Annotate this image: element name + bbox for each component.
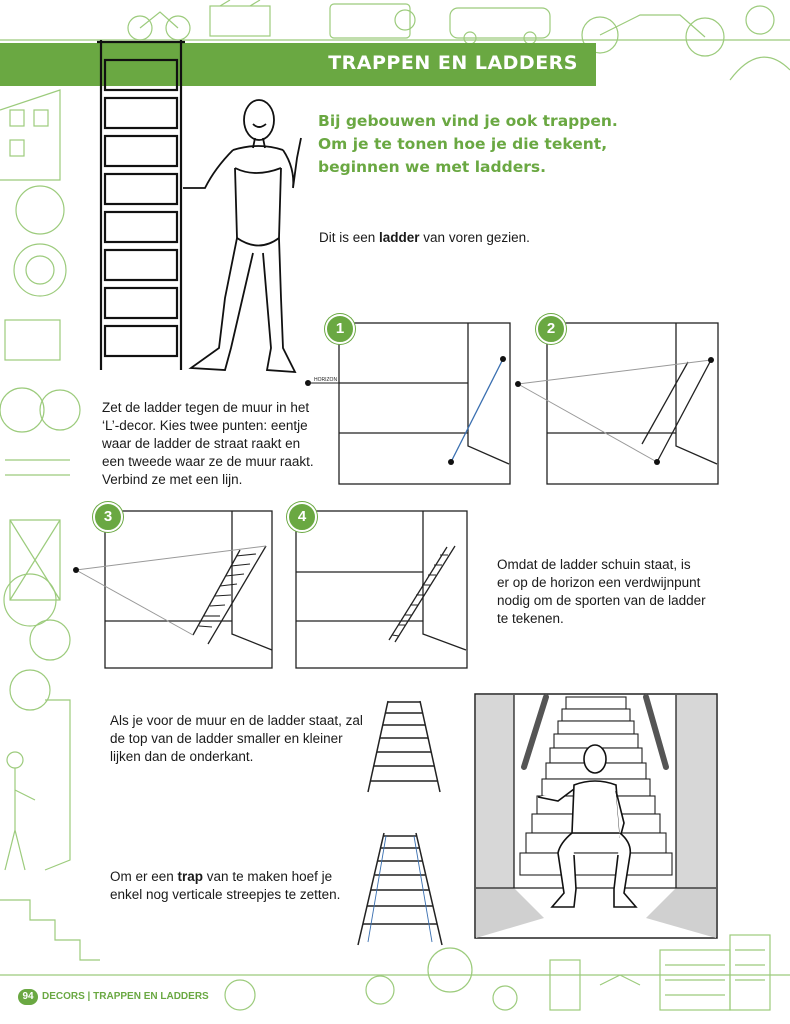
text-line: Omdat de ladder schuin staat, is <box>497 557 691 572</box>
step-4-diagram <box>295 510 470 670</box>
step-2-diagram <box>514 322 720 486</box>
text-line: nodig om de sporten van de ladder <box>497 593 706 608</box>
text-line: ‘L’-decor. Kies twee punten: eentje <box>102 418 308 433</box>
page-number: 94 <box>18 989 38 1005</box>
intro-heading <box>318 110 618 179</box>
caption-text: Dit is een <box>319 230 380 245</box>
step-badge-4: 4 <box>287 502 317 532</box>
text-line: waar de ladder de straat raakt en <box>102 436 301 451</box>
footer-section: DECORS | TRAPPEN EN LADDERS <box>42 991 209 1002</box>
text-line: van te maken hoef je <box>203 869 333 884</box>
front-view-caption <box>319 229 530 247</box>
text-line: Verbind ze met een lijn. <box>102 472 243 487</box>
vanishing-point-text <box>497 556 706 628</box>
intro-line: Om je te tonen hoe je die tekent, <box>318 135 608 153</box>
page-title: TRAPPEN EN LADDERS <box>328 52 578 74</box>
text-line: er op de horizon een verdwijnpunt <box>497 575 701 590</box>
step-badge-2: 2 <box>536 314 566 344</box>
step-3-diagram <box>70 510 275 670</box>
text-line: Zet de ladder tegen de muur in het <box>102 400 310 415</box>
perspective-stairs <box>356 830 444 948</box>
perspective-text <box>110 712 363 766</box>
staircase-scene-illustration <box>474 693 718 939</box>
text-line: te tekenen. <box>497 611 564 626</box>
text-line: de top van de ladder smaller en kleiner <box>110 731 343 746</box>
text-line: lijken dan de onderkant. <box>110 749 254 764</box>
step-instructions <box>102 399 314 489</box>
text-line: een tweede waar ze de muur raakt. <box>102 454 314 469</box>
text-line: Als je voor de muur en de ladder staat, zal <box>110 713 363 728</box>
page-footer <box>18 989 209 1007</box>
step-badge-1: 1 <box>325 314 355 344</box>
step-1-diagram <box>338 322 513 486</box>
perspective-ladder <box>366 696 442 796</box>
intro-line: beginnen we met ladders. <box>318 158 546 176</box>
stairs-text <box>110 868 340 904</box>
caption-bold: ladder <box>379 230 420 245</box>
caption-text: van voren gezien. <box>419 230 530 245</box>
horizon-label: HORIZON <box>314 377 338 383</box>
intro-line: Bij gebouwen vind je ook trappen. <box>318 112 618 130</box>
text-line: Om er een <box>110 869 178 884</box>
text-line: enkel nog verticale streepjes te zetten. <box>110 887 341 902</box>
text-bold: trap <box>177 869 204 884</box>
ladder-character-illustration <box>95 38 305 378</box>
step-badge-3: 3 <box>93 502 123 532</box>
